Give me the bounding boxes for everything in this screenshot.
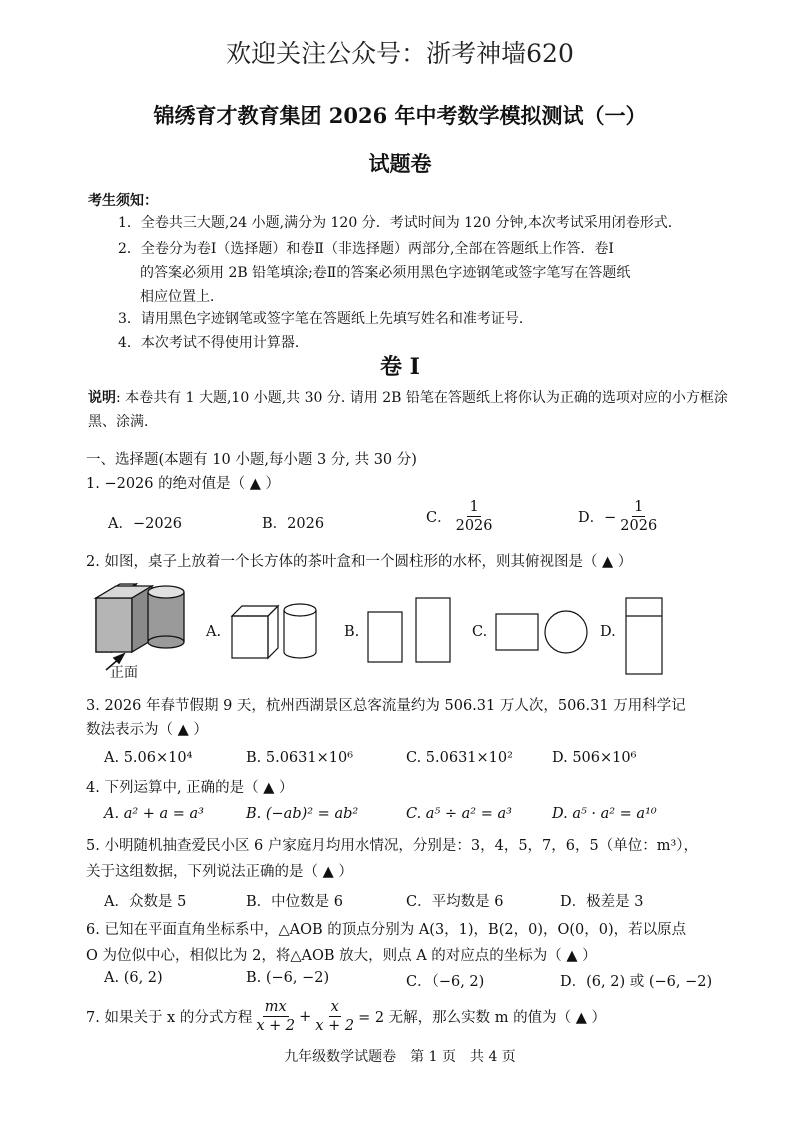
fraction-numerator: x <box>330 999 339 1015</box>
q6-option-d: D．(6, 2) 或 (−6, −2) <box>560 974 713 990</box>
notice-item: 的答案必须用 2B 铅笔填涂;卷Ⅱ的答案必须用黑色字迹钢笔或签字笔写在答题纸 <box>140 265 631 281</box>
q3-option-c: C. 5.0631×10² <box>406 750 513 766</box>
section-heading: 一、选择题(本题有 10 小题,每小题 3 分, 共 30 分) <box>86 452 417 468</box>
q7-prefix: 7. 如果关于 x 的分式方程 <box>86 1010 253 1026</box>
q2-option-c-figure <box>496 611 587 653</box>
q7-plus: + <box>299 1008 312 1025</box>
part-heading: 卷 Ⅰ <box>380 354 420 380</box>
notice-item: 1．全卷共三大题,24 小题,满分为 120 分．考试时间为 120 分钟,本次考试采用闭卷形式． <box>118 215 682 231</box>
fraction-denominator: 2026 <box>620 518 658 534</box>
q2-option-b: B. <box>344 624 360 640</box>
fraction-denominator: x + 2 <box>315 1018 355 1034</box>
fraction-denominator: x + 2 <box>256 1018 296 1034</box>
q3-option-a: A. 5.06×10⁴ <box>104 750 193 766</box>
question-5-stem-line1: 5. 小明随机抽查爱民小区 6 户家庭月均用水情况，分别是：3，4，5，7，6，5（单位：m³）， <box>86 838 699 854</box>
exam-subtitle: 试题卷 <box>368 151 432 176</box>
q4-option-d: D. a⁵ · a² = a¹⁰ <box>552 806 657 822</box>
tea-box-face <box>96 586 152 652</box>
q2-option-d-figure <box>626 598 662 674</box>
q4-option-b: B. (−ab)² = ab² <box>246 806 359 822</box>
q1-option-a: A．−2026 <box>108 516 183 532</box>
q5-option-a: A．众数是 5 <box>104 894 187 910</box>
q7-fraction-1 <box>254 998 297 1035</box>
explain-label: 说明 <box>88 390 116 406</box>
q1-d-letter: D．− <box>578 510 617 526</box>
cup-figure <box>148 586 184 648</box>
front-label: 正面 <box>110 665 138 681</box>
exam-title: 锦绣育才教育集团 2026 年中考数学模拟测试（一） <box>153 103 647 128</box>
q1-option-b: B．2026 <box>262 516 325 532</box>
q5-option-c: C．平均数是 6 <box>406 894 504 910</box>
q3-option-b: B. 5.0631×10⁶ <box>246 750 354 766</box>
q1-c-letter: C． <box>426 510 452 526</box>
notice-item: 4．本次考试不得使用计算器． <box>118 335 309 351</box>
q5-option-b: B．中位数是 6 <box>246 894 343 910</box>
q6-option-c: C．（−6, 2) <box>406 974 485 990</box>
question-6-stem-line1: 6. 已知在平面直角坐标系中，△AOB 的顶点分别为 A(3，1)，B(2，0)，O(0，0)，若以原点 <box>86 922 687 938</box>
q4-option-c: C. a⁵ ÷ a² = a³ <box>406 806 512 822</box>
fraction-numerator: 1 <box>469 499 479 515</box>
q2-option-a: A. <box>206 624 222 640</box>
part-explanation <box>88 386 728 434</box>
question-3-stem-line2: 数法表示为（ ▲ ） <box>86 722 208 738</box>
q7-suffix: = 2 无解，那么实数 m 的值为（ ▲ ） <box>358 1010 606 1026</box>
notice-item: 3．请用黑色字迹钢笔或签字笔在答题纸上先填写姓名和准考证号． <box>118 311 533 327</box>
question-6-stem-line2: O 为位似中心，相似比为 2，将△AOB 放大，则点 A 的对应点的坐标为（ ▲ ） <box>86 948 597 964</box>
notice-heading: 考生须知： <box>88 193 158 209</box>
q1-option-c <box>426 498 497 535</box>
explain-text: : 本卷共有 1 大题,10 小题,共 30 分. 请用 2B 铅笔在答题纸上将你认为正确的选项对应的小方框涂黑、涂满. <box>88 390 728 430</box>
q1-option-d <box>578 498 661 535</box>
q4-option-a: A. a² + a = a³ <box>104 806 204 822</box>
q1-c-fraction <box>454 498 495 535</box>
fraction-numerator: 1 <box>634 499 644 515</box>
question-1-stem: 1. −2026 的绝对值是（ ▲ ） <box>86 476 280 492</box>
notice-item: 相应位置上． <box>140 289 224 305</box>
fraction-denominator: 2026 <box>455 518 493 534</box>
question-4-stem: 4. 下列运算中, 正确的是（ ▲ ） <box>86 780 294 796</box>
q6-option-b: B. (−6, −2) <box>246 970 330 986</box>
question-2-stem: 2. 如图，桌子上放着一个长方体的茶叶盒和一个圆柱形的水杯，则其俯视图是（ ▲ ） <box>86 554 633 570</box>
fraction-numerator: mx <box>264 999 287 1015</box>
q3-option-d: D. 506×10⁶ <box>552 750 637 766</box>
q7-fraction-2 <box>313 998 356 1035</box>
header-banner: 欢迎关注公众号：浙考神墙620 <box>226 39 574 68</box>
q5-option-d: D．极差是 3 <box>560 894 644 910</box>
q6-option-a: A. (6, 2) <box>104 970 163 986</box>
q2-option-d: D. <box>600 624 616 640</box>
q2-option-c: C. <box>472 624 488 640</box>
q2-option-b-figure <box>368 598 450 662</box>
page-footer: 九年级数学试题卷 第 1 页 共 4 页 <box>284 1049 516 1065</box>
q1-d-fraction <box>618 498 659 535</box>
question-5-stem-line2: 关于这组数据，下列说法正确的是（ ▲ ） <box>86 864 353 880</box>
q2-option-a-figure <box>232 604 316 658</box>
notice-item: 2．全卷分为卷Ⅰ（选择题）和卷Ⅱ（非选择题）两部分,全部在答题纸上作答．卷Ⅰ <box>118 241 614 257</box>
question-7-stem <box>86 998 606 1035</box>
question-3-stem-line1: 3. 2026 年春节假期 9 天，杭州西湖景区总客流量约为 506.31 万人次，506.31 万用科学记 <box>86 698 686 714</box>
